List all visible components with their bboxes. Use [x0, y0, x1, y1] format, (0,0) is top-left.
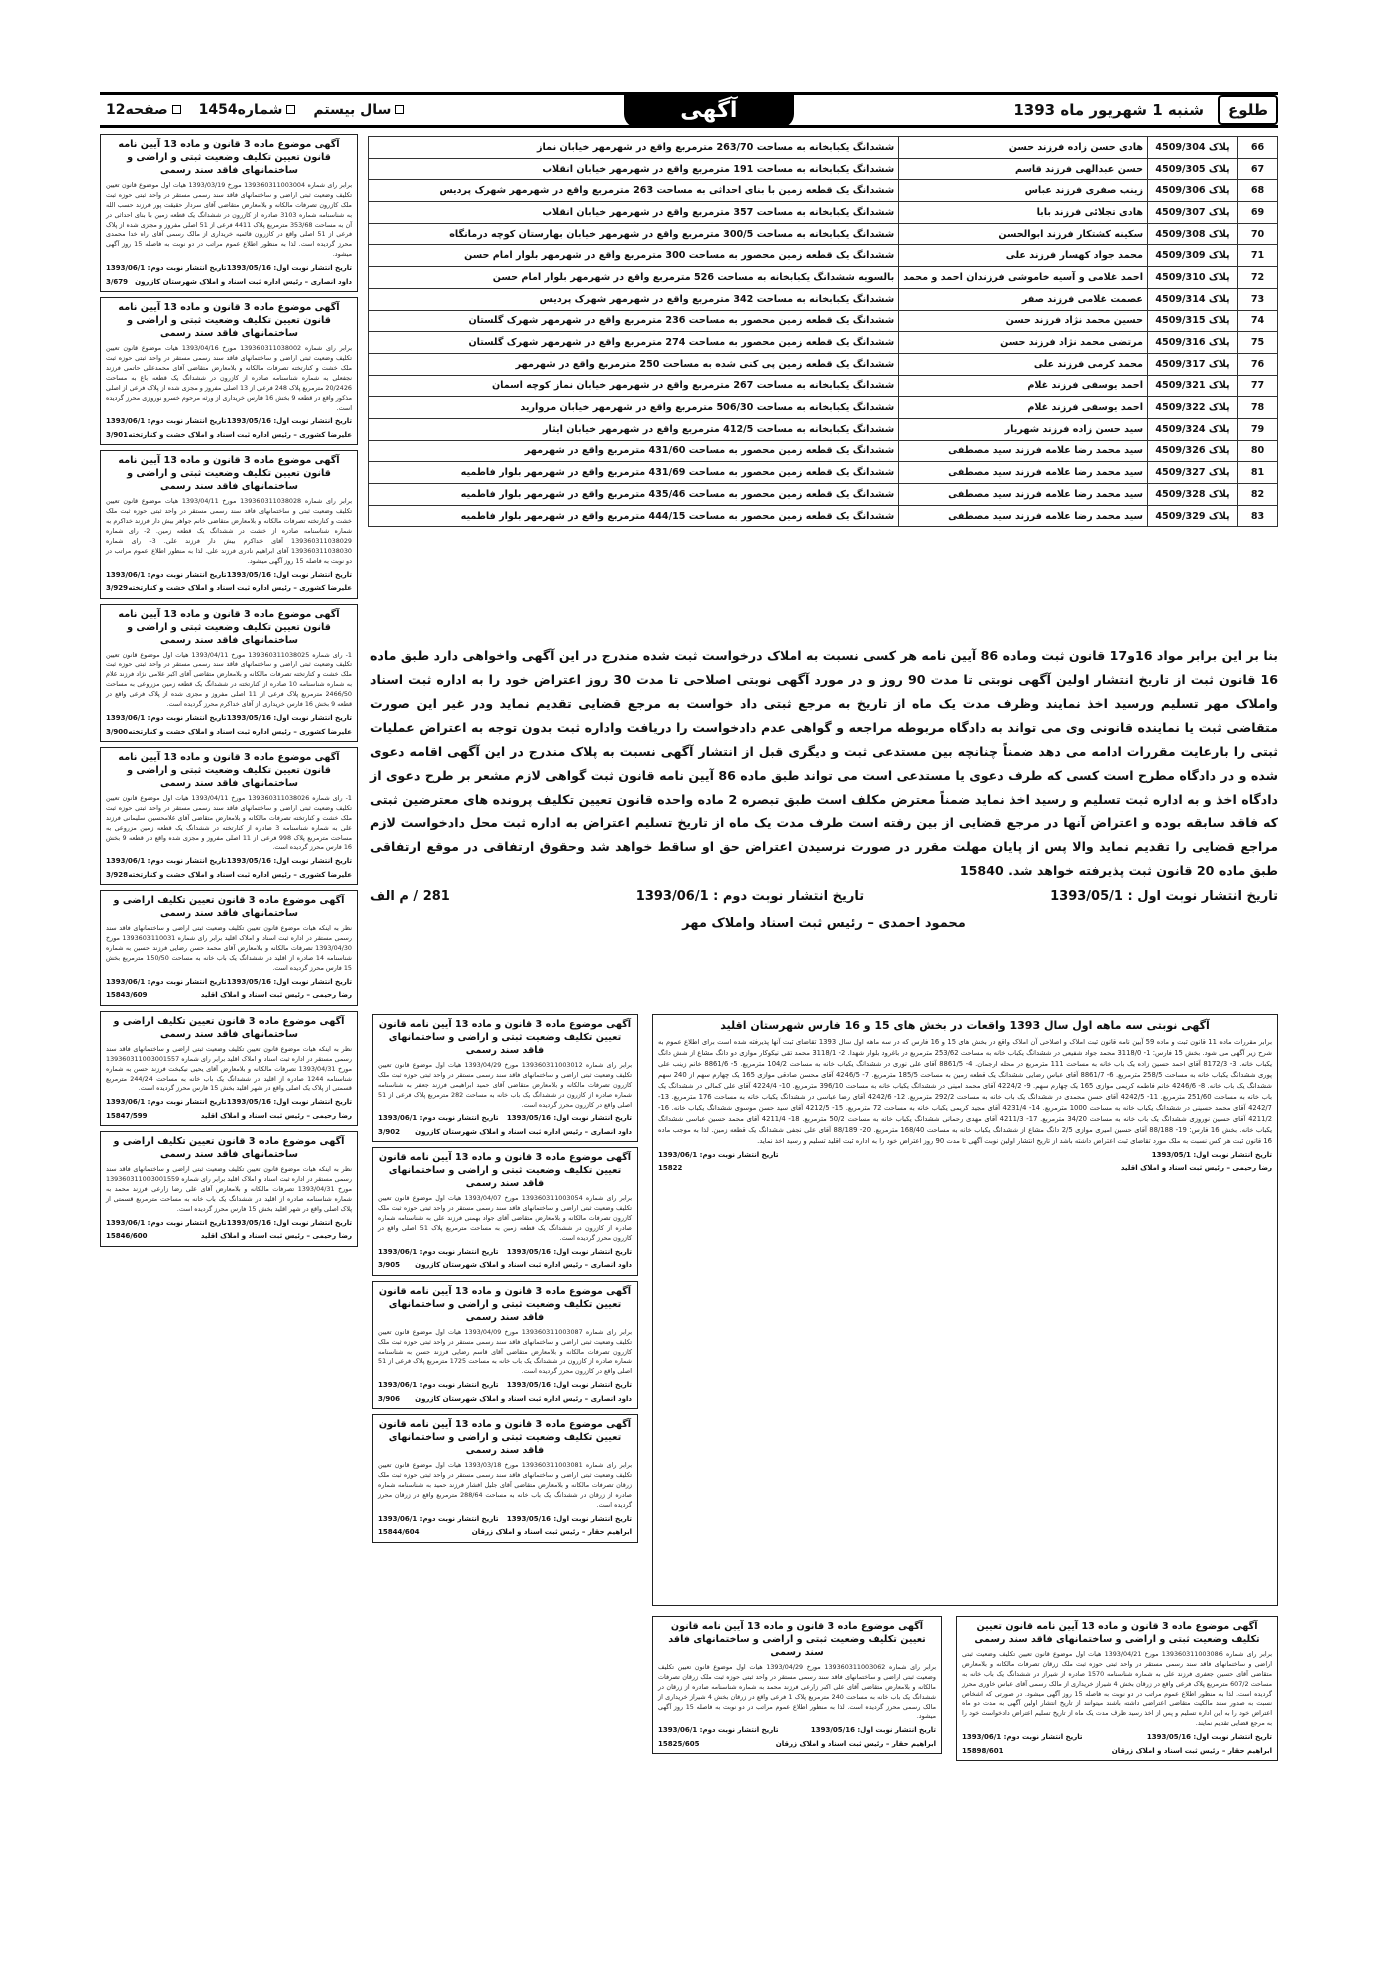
- ad-sign: داود انصاری – رئیس اداره ثبت اسناد و املاک شهرستان کازرون: [415, 1394, 632, 1403]
- row-owner: سید محمد رضا علامه فرزند سید مصطفی: [899, 440, 1148, 462]
- ad-date: تاریخ انتشار نوبت اول: 1393/05/16: [506, 1514, 632, 1523]
- ad-body: برابر رای شماره 139360311003012 مورخ 1393/04/29 هیات اول موضوع قانون تعیین تکلیف وضعیت ثبتی اراضی و ساختمانهای فاقد سند رسمی مستقر در واحد ثبتی حوزه ثبت ملک کازرون تصرفات مالکانه و بلامعارض متقاضی آقای حمید ابراهیمی فرزند جعفر به شناسنامه شماره صادره از کازرون در ششدانگ یک باب خانه به مساحت 282 مترمربع پلاک فرعی از 51 اصلی واقع در کازرون محرز گردیده است.: [378, 1060, 633, 1109]
- big-notice-title: آگهی نوبتی سه ماهه اول سال 1393 واقعات در بخش های 15 و 16 فارس شهرستان اقلید: [720, 1019, 1210, 1032]
- row-index: 79: [1238, 418, 1278, 440]
- ad-sign: ابراهیم حقار – رئیس ثبت اسناد و املاک زرقان: [775, 1739, 936, 1748]
- ad-date: تاریخ انتشار نوبت اول: 1393/05/16: [226, 1098, 352, 1107]
- ad-sign: ابراهیم حقار – رئیس ثبت اسناد و املاک زرقان: [471, 1528, 632, 1537]
- row-plaque: پلاک 4509/329: [1148, 505, 1238, 527]
- big-notice-date2: تاریخ انتشار نوبت دوم: 1393/06/1: [658, 1150, 779, 1159]
- row-owner: سید محمد رضا علامه فرزند سید مصطفی: [899, 462, 1148, 484]
- notice-ad: [100, 1011, 358, 1126]
- ad-sign: علیرضا کشوری – رئیس اداره ثبت اسناد و املاک خشت و کنارتخته: [128, 584, 352, 593]
- row-owner: محمد جواد کهسار فرزند علی: [899, 245, 1148, 267]
- ad-date2: تاریخ انتشار نوبت دوم: 1393/06/1: [106, 977, 227, 986]
- table-row: [369, 288, 1278, 310]
- ad-date2: تاریخ انتشار نوبت دوم: 1393/06/1: [106, 1098, 227, 1107]
- ad-title: آگهی موضوع ماده 3 قانون تعیین تکلیف اراضی و ساختمانهای فاقد سند رسمی: [113, 1136, 345, 1161]
- notice-ad: [372, 1014, 638, 1142]
- table-row: [369, 505, 1278, 527]
- notice-ad: [100, 890, 358, 1005]
- row-description: ششدانگ یکبابخانه به مساحت 263/70 مترمربع واقع در شهرمهر خیابان نماز: [369, 137, 899, 159]
- big-notice-date: تاریخ انتشار نوبت اول: 1393/05/1: [1151, 1150, 1272, 1159]
- row-owner: عصمت غلامی فرزند صفر: [899, 288, 1148, 310]
- table-row: [369, 353, 1278, 375]
- row-owner: هادی حسن زاده فرزند حسن: [899, 137, 1148, 159]
- ad-sign: رضا رحیمی – رئیس ثبت اسناد و املاک اقلید: [200, 991, 352, 1000]
- ad-title: آگهی موضوع ماده 3 قانون و ماده 13 آیین نامه قانون تعیین تکلیف وضعیت ثبتی و اراضی و ساختمانهای فاقد سند رسمی: [118, 752, 340, 789]
- ad-title: آگهی موضوع ماده 3 قانون و ماده 13 آیین نامه قانون تعیین تکلیف وضعیت ثبتی و اراضی و ساختمانهای فاقد سند رسمی: [118, 139, 340, 176]
- ad-sign: داود انصاری – رئیس اداره ثبت اسناد و املاک شهرستان کازرون: [135, 277, 352, 286]
- row-plaque: پلاک 4509/328: [1148, 484, 1238, 506]
- ad-title: آگهی موضوع ماده 3 قانون و ماده 13 آیین نامه قانون تعیین تکلیف وضعیت ثبتی و اراضی و ساختمانهای فاقد سند رسمی: [378, 1419, 632, 1457]
- ad-date: تاریخ انتشار نوبت اول: 1393/05/16: [810, 1726, 936, 1735]
- row-owner: احمد یوسفی فرزند غلام: [899, 375, 1148, 397]
- row-description: ششدانگ یک قطعه زمین با بنای احداثی به مساحت 263 مترمربع واقع در شهرمهر شهرک پردیس: [369, 180, 899, 202]
- ad-date: تاریخ انتشار نوبت اول: 1393/05/16: [226, 977, 352, 986]
- ad-title: آگهی موضوع ماده 3 قانون و ماده 13 آیین نامه قانون تعیین تکلیف وضعیت ثبتی و اراضی و ساختمانهای فاقد سند رسمی: [668, 1621, 926, 1658]
- row-description: ششدانگ یک قطعه زمین محصور به مساحت 274 مترمربع واقع در شهرمهر شهرک گلستان: [369, 332, 899, 354]
- ad-body: برابر رای شماره 139360311003054 مورخ 1393/04/07 هیات اول موضوع قانون تعیین تکلیف وضعیت ثبتی اراضی و ساختمانهای فاقد سند رسمی مستقر در واحد ثبتی حوزه ثبت ملک کازرون تصرفات مالکانه و بلامعارض متقاضی آقای جواد بهمنی فرزند علی به شناسنامه شماره صادره از کازرون در ششدانگ یک قطعه زمین به مساحت مترمربع پلاک 51 اصلی واقع در کازرون محرز گردیده است.: [378, 1194, 633, 1242]
- row-description: ششدانگ یکبابخانه به مساحت 191 مترمربع واقع در شهرمهر خیابان انقلاب: [369, 158, 899, 180]
- ad-date: تاریخ انتشار نوبت اول: 1393/05/16: [506, 1247, 632, 1256]
- row-owner: هادی تجلائی فرزند بابا: [899, 202, 1148, 224]
- row-index: 68: [1238, 180, 1278, 202]
- table-row: [369, 462, 1278, 484]
- row-index: 66: [1238, 137, 1278, 159]
- ad-body: نظر به اینکه هیات موضوع قانون تعیین تکلیف وضعیت ثبتی اراضی و ساختمانهای فاقد سند رسمی مستقر در اداره ثبت اسناد و املاک اقلید برابر رای شماره 139360311003001559 مورخ 1393/04/31 تصرفات مالکانه و بلامعارض آقای علی رضا زارعی فرزند محمد به شماره شناسنامه صادره از اقلید در ششدانگ یک باب خانه به مساحت مترمربع قسمتی از پلاک اصلی واقع در شهر اقلید بخش 15 فارس محرز گردیده است.: [106, 1165, 353, 1213]
- ad-body: برابر رای شماره 139360311003086 مورخ 1393/04/21 هیات اول موضوع قانون تعیین تکلیف وضعیت ثبتی اراضی و ساختمانهای فاقد سند رسمی مستقر در واحد ثبتی حوزه ثبت ملک زرقان تصرفات مالکانه و بلامعارض متقاضی آقای حسین جعفری فرزند علی به شماره شناسنامه 1570 صادره از شیراز در ششدانگ یک باب خانه به مساحت 607/2 مترمربع پلاک فرعی واقع در زرقان بخش 4 شیراز خریداری از مالک رسمی آقای عباس خاوری محرز گردیده است. لذا به منظور اطلاع عموم مراتب در دو نوبت به فاصله 15 روز آگهی میشود. در صورتی که اشخاص نسبت به صدور سند مالکیت متقاضی اعتراضی داشته باشند میتوانند از تاریخ انتشار اولین آگهی به مدت دو ماه اعتراض خود را به این اداره تسلیم و پس از اخذ رسید ظرف مدت یک ماه از تاریخ تسلیم اعتراض دادخواست خود را به مرجع قضایی تقدیم نمایند.: [962, 1649, 1273, 1728]
- row-description: ششدانگ یکبابخانه به مساحت 506/30 مترمربع واقع در شهرمهر خیابان مروارید: [369, 397, 899, 419]
- notice-ad: [100, 297, 358, 445]
- row-plaque: پلاک 4509/308: [1148, 223, 1238, 245]
- row-plaque: پلاک 4509/314: [1148, 288, 1238, 310]
- ad-body: نظر به اینکه هیات موضوع قانون تعیین تکلیف وضعیت ثبتی اراضی و ساختمانهای فاقد سند رسمی مستقر در اداره ثبت اسناد و املاک اقلید برابر رای شماره 1393603110031 مورخ 1393/04/30 تصرفات مالکانه و بلامعارض آقای محمد حسن رضایی فرزند حسین به شماره شناسنامه 14 صادره از اقلید در ششدانگ یک باب خانه به مساحت 150/50 مترمربع بخش 15 فارس محرز گردیده است.: [106, 924, 352, 972]
- ad-sign: علیرضا کشوری – رئیس اداره ثبت اسناد و املاک خشت و کنارتخته: [128, 727, 352, 736]
- main-notice-date-first: تاریخ انتشار نوبت اول : 1393/05/1: [1050, 889, 1278, 905]
- table-row: [369, 267, 1278, 289]
- row-index: 82: [1238, 484, 1278, 506]
- row-index: 67: [1238, 158, 1278, 180]
- ad-num: 15898/601: [962, 1746, 1004, 1755]
- ad-date2: تاریخ انتشار نوبت دوم: 1393/06/1: [106, 264, 227, 273]
- row-plaque: پلاک 4509/305: [1148, 158, 1238, 180]
- right-bottom-ad: [956, 1616, 1278, 1761]
- ad-date2: تاریخ انتشار نوبت دوم: 1393/06/1: [658, 1726, 779, 1735]
- row-index: 77: [1238, 375, 1278, 397]
- ad-title: آگهی موضوع ماده 3 قانون و ماده 13 آیین نامه قانون تعیین تکلیف وضعیت ثبتی و اراضی و ساختمانهای فاقد سند رسمی: [378, 1285, 632, 1323]
- row-index: 76: [1238, 353, 1278, 375]
- table-row: [369, 137, 1278, 159]
- row-owner: حسن عبدالهی فرزند قاسم: [899, 158, 1148, 180]
- row-owner: زینب صفری فرزند عباس: [899, 180, 1148, 202]
- notice-ad: [372, 1414, 638, 1542]
- row-description: ششدانگ یکبابخانه به مساحت 267 مترمربع واقع در شهرمهر خیابان نماز کوچه اسمان: [369, 375, 899, 397]
- ad-num: 3/679: [106, 277, 129, 286]
- row-plaque: پلاک 4509/316: [1148, 332, 1238, 354]
- ad-num: 3/905: [378, 1261, 401, 1270]
- ad-body: 1- رای شماره 139360311038025 مورخ 1393/04/11 هیات اول موضوع قانون تعیین تکلیف وضعیت ثبتی اراضی و ساختمانهای فاقد سند رسمی مستقر در واحد ثبتی حوزه ثبت ملک خشت و کنارتخته تصرفات مالکانه و بلامعارض متقاضی آقای اکبر غلامی نژاد فرزند غلام به شماره شناسنامه 10 صادره از کنارتخته در ششدانگ یک قطعه زمین مزروعی به مساحت 2466/50 مترمربع پلاک فرعی از 11 اصلی مفروز و مجزی شده از پلاک فرعی واقع در قطعه 9 بخش 16 فارس خریداری از آقای خداکرم محرز گردیده است.: [106, 650, 352, 709]
- ad-num: 3/928: [106, 870, 129, 879]
- table-row: [369, 245, 1278, 267]
- ad-date: تاریخ انتشار نوبت اول: 1393/05/16: [506, 1114, 632, 1123]
- ad-body: برابر رای شماره 139360311038002 مورخ 1393/04/16 هیات موضوع قانون تعیین تکلیف وضعیت ثبتی اراضی و ساختمانهای فاقد سند رسمی مستقر در واحد ثبتی حوزه ثبت ملک خشت و کنارتخته تصرفات مالکانه و بلامعارض متقاضی آقای محمدعلی حاتمی فرزند نجفعلی به شماره شناسنامه صادره از کازرون در ششدانگ یک قطعه باغ به مساحت 20/2426 مترمربع پلاک 248 فرعی از 13 اصلی مفروز و مجزی شده از پلاک فرعی از اصلی مذکور واقع در قطعه 9 بخش 16 فارس خریداری از ورثه مرحوم خسرو نوروزی محرز گردیده است.: [106, 344, 353, 412]
- table-row: [369, 310, 1278, 332]
- table-row: [369, 397, 1278, 419]
- notice-ad: [372, 1147, 638, 1275]
- ad-date2: تاریخ انتشار نوبت دوم: 1393/06/1: [106, 417, 227, 426]
- ad-date: تاریخ انتشار نوبت اول: 1393/05/16: [226, 1218, 352, 1227]
- table-row: [369, 158, 1278, 180]
- row-plaque: پلاک 4509/315: [1148, 310, 1238, 332]
- ad-title: آگهی موضوع ماده 3 قانون تعیین تکلیف اراضی و ساختمانهای فاقد سند رسمی: [113, 1015, 345, 1040]
- row-owner: احمد یوسفی فرزند غلام: [899, 397, 1148, 419]
- ad-body: برابر رای شماره 139360311003004 مورخ 1393/03/19 هیات اول موضوع قانون تعیین تکلیف وضعیت ثبتی اراضی و ساختمانهای فاقد سند رسمی مستقر در واحد ثبتی حوزه ثبت ملک کازرون تصرفات مالکانه و بلامعارض متقاضی آقای سردار حقیقت پور فرزند حسب الله به شناسنامه شماره 3103 صادره از کازرون در ششدانگ یک قطعه زمین با بنای احداثی در آن به مساحت 353/68 مترمربع پلاک 4411 فرعی از 51 اصلی مفروز و مجزی شده از پلاک فرعی از 51 اصلی واقع در کازرون قائمیه خریداری از مالک رسمی آقای راه خدا محمدی محرز گردیده است. لذا به منظور اطلاع عموم مراتب در دو نوبت به فاصله 15 روز آگهی میشود.: [106, 180, 352, 259]
- ad-body: برابر رای شماره 139360311003081 مورخ 1393/03/18 هیات اول موضوع قانون تعیین تکلیف وضعیت ثبتی اراضی و ساختمانهای فاقد سند رسمی مستقر در واحد ثبتی حوزه ثبت ملک زرقان تصرفات مالکانه و بلامعارض متقاضی آقای جلیل افشار فرزند حمید به شناسنامه شماره صادره از زرقان در ششدانگ یک باب خانه به مساحت 288/64 مترمربع واقع در زرقان محرز گردیده است.: [378, 1461, 633, 1509]
- table-row: [369, 440, 1278, 462]
- ad-date2: تاریخ انتشار نوبت دوم: 1393/06/1: [378, 1514, 499, 1523]
- ad-body: برابر رای شماره 139360311003062 مورخ 1393/04/29 هیات اول موضوع قانون تعیین تکلیف وضعیت ثبتی اراضی و ساختمانهای فاقد سند رسمی مستقر در واحد ثبتی حوزه ثبت ملک زرقان تصرفات مالکانه و بلامعارض متقاضی آقای علی اکبر زارعی فرزند محمد به شماره شناسنامه صادره از زرقان در ششدانگ یک باب خانه به مساحت 240 مترمربع پلاک 1 فرعی واقع در زرقان بخش 4 شیراز خریداری از مالک رسمی محرز گردیده است. لذا به منظور اطلاع عموم مراتب در دو نوبت به فاصله 15 روز آگهی میشود.: [658, 1662, 937, 1721]
- ad-date2: تاریخ انتشار نوبت دوم: 1393/06/1: [106, 1218, 227, 1227]
- ad-sign: علیرضا کشوری – رئیس اداره ثبت اسناد و املاک خشت و کنارتخته: [128, 870, 352, 879]
- row-description: ششدانگ یکبابخانه به مساحت 357 مترمربع واقع در شهرمهر خیابان انقلاب: [369, 202, 899, 224]
- ad-title: آگهی موضوع ماده 3 قانون و ماده 13 آیین نامه قانون تعیین تکلیف وضعیت ثبتی و اراضی و ساختمانهای فاقد سند رسمی: [118, 302, 340, 340]
- row-index: 75: [1238, 332, 1278, 354]
- big-notice-num: 15822: [658, 1164, 683, 1173]
- row-plaque: پلاک 4509/321: [1148, 375, 1238, 397]
- ad-num: 3/901: [106, 430, 129, 439]
- big-notice-body: برابر مقررات ماده 11 قانون ثبت و ماده 59 آیین نامه قانون ثبت املاک و اصلاحی آن املاک واقع در بخش های 15 و 16 فارس که در سه ماهه اول سال 1393 تقاضای ثبت آنها پذیرفته شده است برای اطلاع عموم به شرح زیر آگهی می شود. بخش 15 فارس: 1- 3118/0 محمد جواد شفیعی در ششدانگ یکباب خانه به مساحت 253/62 مترمربع در باغرود بلوار شهدا. 2- 3118/1 محمد تقی نیکوکار موازی دو دانگ مشاع از شش دانگ یکباب خانه. 3- 8172/3 آقای احمد حسین زاده یک باب خانه به مساحت 111 مترمربع در محله ارجمان. 4- 8861/5 آقای علی نوری در ششدانگ یکباب خانه به مساحت 104/2 مترمربع. 5- 8861/6 خانم زینب علی پوری ششدانگ یکباب خانه به مساحت 258/5 مترمربع. 6- 8861/7 آقای عباس رضایی ششدانگ یک قطعه زمین به مساحت 185/5 مترمربع. 7- 4246/5 آقای محسن صادقی موازی 165 یک چهارم سهم از 240 سهم ششدانگ یک باب خانه. 8- 4246/6 خانم فاطمه کریمی موازی 165 یک چهارم سهم. 9- 4224/2 آقای محمد امینی در ششدانگ یکباب خانه به مساحت 396/10 مترمربع. 10- 4224/4 آقای علی کمالی در ششدانگ یک باب خانه به مساحت 251/60 مترمربع. 11- 4242/5 آقای حسن محمدی در ششدانگ یک باب خانه به مساحت 292/2 مترمربع. 12- 4242/6 آقای رضا عباسی در ششدانگ یکباب خانه به مساحت 176 مترمربع. 13- 4242/7 آقای محمد حسینی در ششدانگ یکباب خانه به مساحت 1000 مترمربع. 14- 4231/4 آقای مجید کریمی یکباب خانه به مساحت 72 مترمربع. 15- 4212/5 آقای سید حسن موسوی ششدانگ یکباب خانه. 16- 4211/2 آقای حسین نوروزی ششدانگ یک باب خانه به مساحت 34/20 مترمربع. 17- 4211/3 آقای مهدی رحمانی ششدانگ یکباب خانه به مساحت 50/2 مترمربع. 18- 4211/4 آقای محمد حسین عباسی ششدانگ یکباب خانه. بخش 16 فارس: 19- 88/188 آقای حسین امیری موازی 2/5 دانگ مشاع از ششدانگ یکباب خانه به مساحت 168/40 مترمربع. 20- 88/189 آقای علی نجفی ششدانگ یک قطعه زمین. لذا به موجب ماده 16 قانون ثبت هر کس نسبت به ملک مورد تقاضای ثبت اعتراض داشته باشد از تاریخ انتشار اولین نوبت آگهی تا مدت 90 روز اعتراض خود را به اداره ثبت اقلید تسلیم و رسید اخذ نماید.: [658, 1037, 1273, 1145]
- ad-body: برابر رای شماره 139360311038028 مورخ 1393/04/11 هیات موضوع قانون تعیین تکلیف وضعیت ثبتی و ساختمانهای فاقد سند رسمی مستقر در واحد ثبتی حوزه ثبت ملک خشت و کنارتخته تصرفات مالکانه و بلامعارض متقاضی خانم جواهر بیش دار فرزند خداکرم به شماره شناسنامه صادره از خشت در ششدانگ یک قطعه زمین. 2- رای شماره 139360311038029 آقای خداکرم بیش دار فرزند علی. 3- رای شماره 139360311038030 آقای ابراهیم نادری فرزند علی. لذا به منظور اطلاع عموم مراتب در دو نوبت به فاصله 15 روز آگهی میشود.: [106, 497, 353, 565]
- page-number: صفحه12: [106, 102, 181, 118]
- row-description: بالسویه ششدانگ یکبابخانه به مساحت 526 مترمربع واقع در شهرمهر بلوار امام حسن: [369, 267, 899, 289]
- ad-date2: تاریخ انتشار نوبت دوم: 1393/06/1: [106, 714, 227, 723]
- ad-num: 15844/604: [378, 1528, 420, 1537]
- row-owner: احمد غلامی و آسیه خاموشی فرزندان احمد و محمد: [899, 267, 1148, 289]
- row-plaque: پلاک 4509/322: [1148, 397, 1238, 419]
- row-plaque: پلاک 4509/324: [1148, 418, 1238, 440]
- row-index: 80: [1238, 440, 1278, 462]
- issue-date: شنبه 1 شهریور ماه 1393: [1013, 101, 1204, 119]
- ad-date2: تاریخ انتشار نوبت دوم: 1393/06/1: [106, 570, 227, 579]
- masthead: [100, 92, 1278, 128]
- ad-num: 15825/605: [658, 1739, 700, 1748]
- ad-sign: رضا رحیمی – رئیس ثبت اسناد و املاک اقلید: [200, 1111, 352, 1120]
- ad-num: 3/902: [378, 1127, 401, 1136]
- main-notice: [370, 644, 1278, 937]
- ad-date: تاریخ انتشار نوبت اول: 1393/05/16: [226, 264, 352, 273]
- row-plaque: پلاک 4509/304: [1148, 137, 1238, 159]
- row-plaque: پلاک 4509/309: [1148, 245, 1238, 267]
- row-index: 72: [1238, 267, 1278, 289]
- row-owner: سید محمد رضا علامه فرزند سید مصطفی: [899, 484, 1148, 506]
- row-plaque: پلاک 4509/326: [1148, 440, 1238, 462]
- issue-info: [106, 102, 404, 118]
- ad-date: تاریخ انتشار نوبت اول: 1393/05/16: [226, 714, 352, 723]
- row-description: ششدانگ یک قطعه زمین پی کنی شده به مساحت 250 مترمربع واقع در شهرمهر: [369, 353, 899, 375]
- ad-num: 15843/609: [106, 991, 148, 1000]
- notice-ad: [652, 1616, 942, 1754]
- row-description: ششدانگ یکبابخانه به مساحت 412/5 مترمربع واقع در شهرمهر خیابان ایثار: [369, 418, 899, 440]
- row-plaque: پلاک 4509/317: [1148, 353, 1238, 375]
- ad-date: تاریخ انتشار نوبت اول: 1393/05/16: [226, 417, 352, 426]
- main-notice-body: بنا بر این برابر مواد 16و17 قانون ثبت وماده 86 آیین نامه هر کسی نسبت به املاک درخواست ثبت شده مندرج در این آگهی واخواهی دارد طبق ماده 16 قانون ثبت از تاریخ انتشار اولین آگهی نوبتی تا مدت 90 روز و در مورد آگهی نوبتی اصلاحی تا مدت 30 روز اعتراض خود را به اداره ثبت اسناد واملاک مهر تسلیم ورسید اخذ نمایند وظرف مدت یک ماه از تاریخ به مرجع ثبتی داد خواست به مرجع قضایی تقدیم نماید ودر غیر این صورت متقاضی ثبت یا نماینده قانونی وی می تواند به دادگاه مربوطه مراجعه و گواهی عدم دادخواست را دریافت واداره ثبت بدون توجه به اعتراض عملیات ثبتی را بارعایت مقررات ادامه می دهد ضمناً چنانچه بین مستدعی ثبت و دیگری قبل از انتشار آگهی نسبت به پلاک مندرج در این آگهی اقامه دعوی شده و در دادگاه مطرح است کسی که طرف دعوی یا مستدعی است می تواند طبق ماده 86 آیین نامه قانون ثبت گواهی لازم مشعر بر طرح دعوی از دادگاه اخذ و به اداره ثبت تسلیم و رسید اخذ نماید ضمناً معترض مکلف است طبق تبصره 2 ماده واحده قانون تعیین تکلیف پرونده های معترضین ثبتی که فاقد سابقه بوده و اعتراض آنها در مرجع قضایی از بین رفته است طرف مدت یک ماه از تاریخ تسلیم اعتراض به اداره ثبت محل دادخواست لازم مراجع قضایی را تقدیم نماید والا پس از پایان مهلت مقرر در صورت نرسیدن اعتراض حق او ساقط خواهد شد وحقوق ارتفاقی در موقع ارتفاقی طبق ماده 20 قانون ثبت پذیرفته خواهد شد. 15840: [370, 648, 1279, 879]
- row-description: ششدانگ یکبابخانه به مساحت 342 مترمربع واقع در شهرمهر شهرک پردیس: [369, 288, 899, 310]
- row-owner: سید حسن زاده فرزند شهریار: [899, 418, 1148, 440]
- row-description: ششدانگ یک قطعه زمین محصور به مساحت 431/69 مترمربع واقع در شهرمهر بلوار فاطمیه: [369, 462, 899, 484]
- main-notice-date-second: تاریخ انتشار نوبت دوم : 1393/06/1: [635, 889, 865, 905]
- ad-title: آگهی موضوع ماده 3 قانون و ماده 13 آیین نامه قانون تعیین تکلیف وضعیت ثبتی و اراضی و ساختمانهای فاقد سند رسمی: [378, 1019, 632, 1056]
- row-plaque: پلاک 4509/306: [1148, 180, 1238, 202]
- row-index: 73: [1238, 288, 1278, 310]
- row-plaque: پلاک 4509/310: [1148, 267, 1238, 289]
- row-owner: مرتضی محمد نژاد فرزند حسن: [899, 332, 1148, 354]
- notice-ad: [100, 1131, 358, 1246]
- row-owner: حسین محمد نژاد فرزند حسن: [899, 310, 1148, 332]
- notice-ad: [100, 134, 358, 292]
- ad-body: 1- رای شماره 139360311038026 مورخ 1393/04/11 هیات اول موضوع قانون تعیین تکلیف وضعیت ثبتی اراضی و ساختمانهای فاقد سند رسمی مستقر در واحد ثبتی حوزه ثبت ملک خشت و کنارتخته تصرفات مالکانه و بلامعارض متقاضی آقای غلامحسین سلیمانی فرزند علی به شماره شناسنامه 3 صادره از کنارتخته در ششدانگ یک قطعه زمین مزروعی به مساحت مترمربع پلاک 998 فرعی از 11 اصلی مفروز و مجزی شده واقع در قطعه 9 بخش 16 فارس محرز گردیده است.: [106, 793, 352, 852]
- row-index: 81: [1238, 462, 1278, 484]
- table-row: [369, 375, 1278, 397]
- ad-title: آگهی موضوع ماده 3 قانون و ماده 13 آیین نامه قانون تعیین تکلیف وضعیت ثبتی و اراضی و ساختمانهای فاقد سند رسمی: [118, 608, 340, 646]
- newspaper-logo: طلوع: [1218, 95, 1278, 125]
- table-row: [369, 332, 1278, 354]
- volume-year: سال بیستم: [313, 102, 404, 118]
- big-notice: [652, 1014, 1278, 1606]
- ad-date2: تاریخ انتشار نوبت دوم: 1393/06/1: [378, 1114, 499, 1123]
- ad-num: 3/900: [106, 727, 129, 736]
- ad-date: تاریخ انتشار نوبت اول: 1393/05/16: [506, 1381, 632, 1390]
- main-notice-signature: محمود احمدی – رئیس ثبت اسناد واملاک مهر: [682, 915, 966, 931]
- row-index: 74: [1238, 310, 1278, 332]
- ad-sign: علیرضا کشوری – رئیس اداره ثبت اسناد و املاک خشت و کنارتخته: [128, 430, 352, 439]
- ad-sign: رضا رحیمی – رئیس ثبت اسناد و املاک اقلید: [200, 1232, 352, 1241]
- row-description: ششدانگ یک قطعه زمین محصور به مساحت 444/15 مترمربع واقع در شهرمهر بلوار فاطمیه: [369, 505, 899, 527]
- sidebar-ads: [100, 134, 358, 1782]
- row-description: ششدانگ یکبابخانه به مساحت 300/5 مترمربع واقع در شهرمهر خیابان بهارستان کوچه درمانگاه: [369, 223, 899, 245]
- ad-sign: ابراهیم حقار – رئیس ثبت اسناد و املاک زرقان: [1111, 1746, 1272, 1755]
- row-index: 71: [1238, 245, 1278, 267]
- row-index: 70: [1238, 223, 1278, 245]
- row-description: ششدانگ یک قطعه زمین محصور به مساحت 300 مترمربع واقع در شهرمهر بلوار امام حسن: [369, 245, 899, 267]
- row-plaque: پلاک 4509/307: [1148, 202, 1238, 224]
- table-row: [369, 202, 1278, 224]
- ad-num: 3/906: [378, 1394, 401, 1403]
- ad-num: 15846/600: [106, 1232, 148, 1241]
- ad-date: تاریخ انتشار نوبت اول: 1393/05/16: [226, 570, 352, 579]
- plaque-table: [368, 136, 1278, 527]
- ad-title: آگهی موضوع ماده 3 قانون و ماده 13 آیین نامه قانون تعیین تکلیف وضعیت ثبتی و اراضی و ساختمانهای فاقد سند رسمی: [118, 455, 340, 493]
- ad-date2: تاریخ انتشار نوبت دوم: 1393/06/1: [962, 1733, 1083, 1742]
- ad-num: 15847/599: [106, 1111, 148, 1120]
- issue-number: شماره1454: [199, 102, 296, 118]
- row-owner: سکینه کشتکار فرزند ابوالحسن: [899, 223, 1148, 245]
- row-index: 78: [1238, 397, 1278, 419]
- big-notice-sign: رضا رحیمی – رئیس ثبت اسناد و املاک اقلید: [1120, 1164, 1272, 1173]
- row-description: ششدانگ یک قطعه زمین محصور به مساحت 236 مترمربع واقع در شهرمهر شهرک گلستان: [369, 310, 899, 332]
- ad-date: تاریخ انتشار نوبت اول: 1393/05/16: [226, 857, 352, 866]
- notice-ad: [100, 604, 358, 742]
- middle-ads: [372, 1014, 638, 1543]
- ad-date2: تاریخ انتشار نوبت دوم: 1393/06/1: [106, 857, 227, 866]
- ad-num: 3/929: [106, 584, 129, 593]
- row-index: 69: [1238, 202, 1278, 224]
- table-row: [369, 484, 1278, 506]
- table-row: [369, 180, 1278, 202]
- row-index: 83: [1238, 505, 1278, 527]
- row-owner: سید محمد رضا علامه فرزند سید مصطفی: [899, 505, 1148, 527]
- notice-ad: [100, 450, 358, 598]
- section-title: آگهی: [624, 92, 794, 128]
- row-plaque: پلاک 4509/327: [1148, 462, 1238, 484]
- notice-ad: [372, 1281, 638, 1409]
- table-row: [369, 223, 1278, 245]
- ad-title: آگهی موضوع ماده 3 قانون تعیین تکلیف اراضی و ساختمانهای فاقد سند رسمی: [113, 895, 345, 920]
- row-description: ششدانگ یک قطعه زمین محصور به مساحت 431/60 مترمربع واقع در شهرمهر: [369, 440, 899, 462]
- ad-body: نظر به اینکه هیات موضوع قانون تعیین تکلیف وضعیت ثبتی اراضی و ساختمانهای فاقد سند رسمی مستقر در اداره ثبت اسناد و املاک اقلید برابر رای شماره 139360311003001557 مورخ 1393/04/31 تصرفات مالکانه و بلامعارض آقای یحیی نیکبخت فرزند حسن به شماره شناسنامه 1244 صادره از اقلید در ششدانگ یک باب خانه به مساحت 244/24 مترمربع قسمتی از پلاک یک اصلی واقع در شهر اقلید بخش 15 فارس محرز گردیده است.: [106, 1044, 352, 1093]
- notice-ad: [100, 747, 358, 885]
- ad-sign: داود انصاری – رئیس اداره ثبت اسناد و املاک شهرستان کازرون: [415, 1261, 632, 1270]
- main-notice-code: 281 / م الف: [370, 889, 450, 905]
- row-description: ششدانگ یک قطعه زمین محصور به مساحت 435/46 مترمربع واقع در شهرمهر بلوار فاطمیه: [369, 484, 899, 506]
- bottom-ads: [652, 1616, 942, 1754]
- ad-date: تاریخ انتشار نوبت اول: 1393/05/16: [1146, 1733, 1272, 1742]
- row-owner: محمد کرمی فرزند علی: [899, 353, 1148, 375]
- ad-sign: داود انصاری – رئیس اداره ثبت اسناد و املاک شهرستان کازرون: [415, 1127, 632, 1136]
- table-row: [369, 418, 1278, 440]
- ad-body: برابر رای شماره 139360311003087 مورخ 1393/04/09 هیات اول موضوع قانون تعیین تکلیف وضعیت ثبتی اراضی و ساختمانهای فاقد سند رسمی مستقر در واحد ثبتی حوزه ثبت ملک کازرون تصرفات مالکانه و بلامعارض متقاضی آقای قاسم رضایی فرزند حسن به شناسنامه شماره صادره از کازرون در ششدانگ یک باب خانه به مساحت 1725 مترمربع پلاک فرعی از 51 اصلی واقع در کازرون محرز گردیده است.: [378, 1327, 633, 1376]
- ad-date2: تاریخ انتشار نوبت دوم: 1393/06/1: [378, 1247, 499, 1256]
- ad-date2: تاریخ انتشار نوبت دوم: 1393/06/1: [378, 1381, 499, 1390]
- ad-title: آگهی موضوع ماده 3 قانون و ماده 13 آیین نامه قانون تعیین تکلیف وضعیت ثبتی و اراضی و ساختمانهای فاقد سند رسمی: [974, 1621, 1260, 1645]
- ad-title: آگهی موضوع ماده 3 قانون و ماده 13 آیین نامه قانون تعیین تکلیف وضعیت ثبتی و اراضی و ساختمانهای فاقد سند رسمی: [378, 1152, 632, 1190]
